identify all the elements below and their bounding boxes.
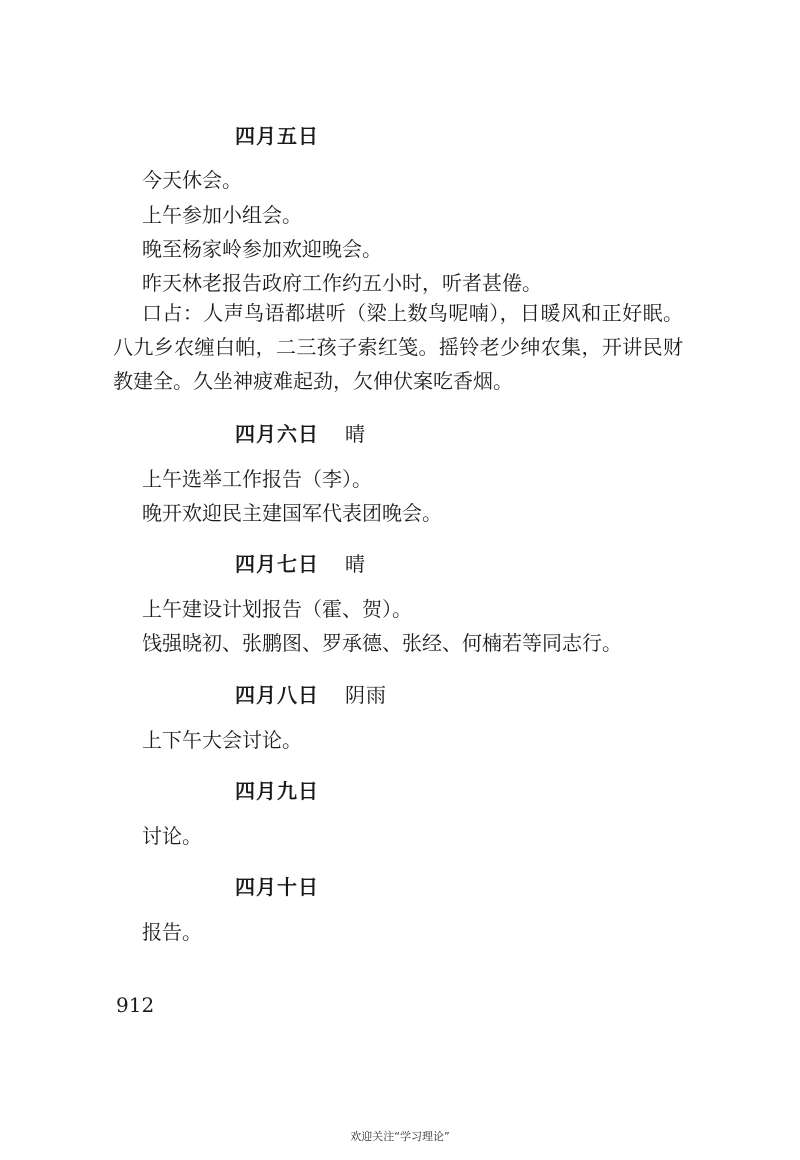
- entry-date: 四月八日: [235, 683, 319, 707]
- diary-line: 晚开欢迎民主建国军代表团晚会。: [142, 501, 442, 525]
- entry-date: 四月七日: [235, 552, 319, 576]
- entry-date-heading: [235, 679, 387, 708]
- diary-line: 上午建设计划报告（霍、贺）。: [142, 597, 412, 621]
- entry-weather: 晴: [345, 422, 366, 446]
- page-number: 912: [116, 993, 155, 1017]
- entry-date-heading: [235, 871, 319, 900]
- diary-line: 上午选举工作报告（李）。: [142, 467, 372, 491]
- diary-line: 讨论。: [142, 824, 202, 848]
- diary-line: 晚至杨家岭参加欢迎晚会。: [142, 237, 382, 261]
- poem-paragraph: 口占：人声鸟语都堪听（梁上数鸟呢喃），日暖风和正好眠。八九乡农缠白帕，二三孩子索红笺。摇铃老少绅农集，开讲民财教建全。久坐神疲难起劲，欠伸伏案吃香烟。: [113, 301, 683, 393]
- entry-date-heading: [235, 418, 366, 447]
- entry-date-heading: [235, 548, 366, 577]
- entry-date: 四月九日: [235, 779, 319, 803]
- diary-line: 今天休会。: [142, 168, 242, 192]
- diary-line: 上午参加小组会。: [142, 203, 302, 227]
- diary-line: 上下午大会讨论。: [142, 728, 302, 752]
- entry-date: 四月十日: [235, 875, 319, 899]
- diary-line: 昨天林老报告政府工作约五小时，听者甚倦。: [142, 271, 542, 295]
- entry-date-heading: [235, 775, 319, 804]
- entry-weather: 晴: [345, 552, 366, 576]
- entry-date: 四月六日: [235, 422, 319, 446]
- entry-date: 四月五日: [235, 124, 319, 148]
- diary-line: 饯强晓初、张鹏图、罗承德、张经、何楠若等同志行。: [142, 631, 622, 655]
- entry-date-heading: [235, 120, 319, 149]
- entry-weather: 阴雨: [345, 683, 387, 707]
- footer-note: 欢迎关注“学习理论”: [350, 1130, 450, 1143]
- diary-line: 报告。: [142, 920, 202, 944]
